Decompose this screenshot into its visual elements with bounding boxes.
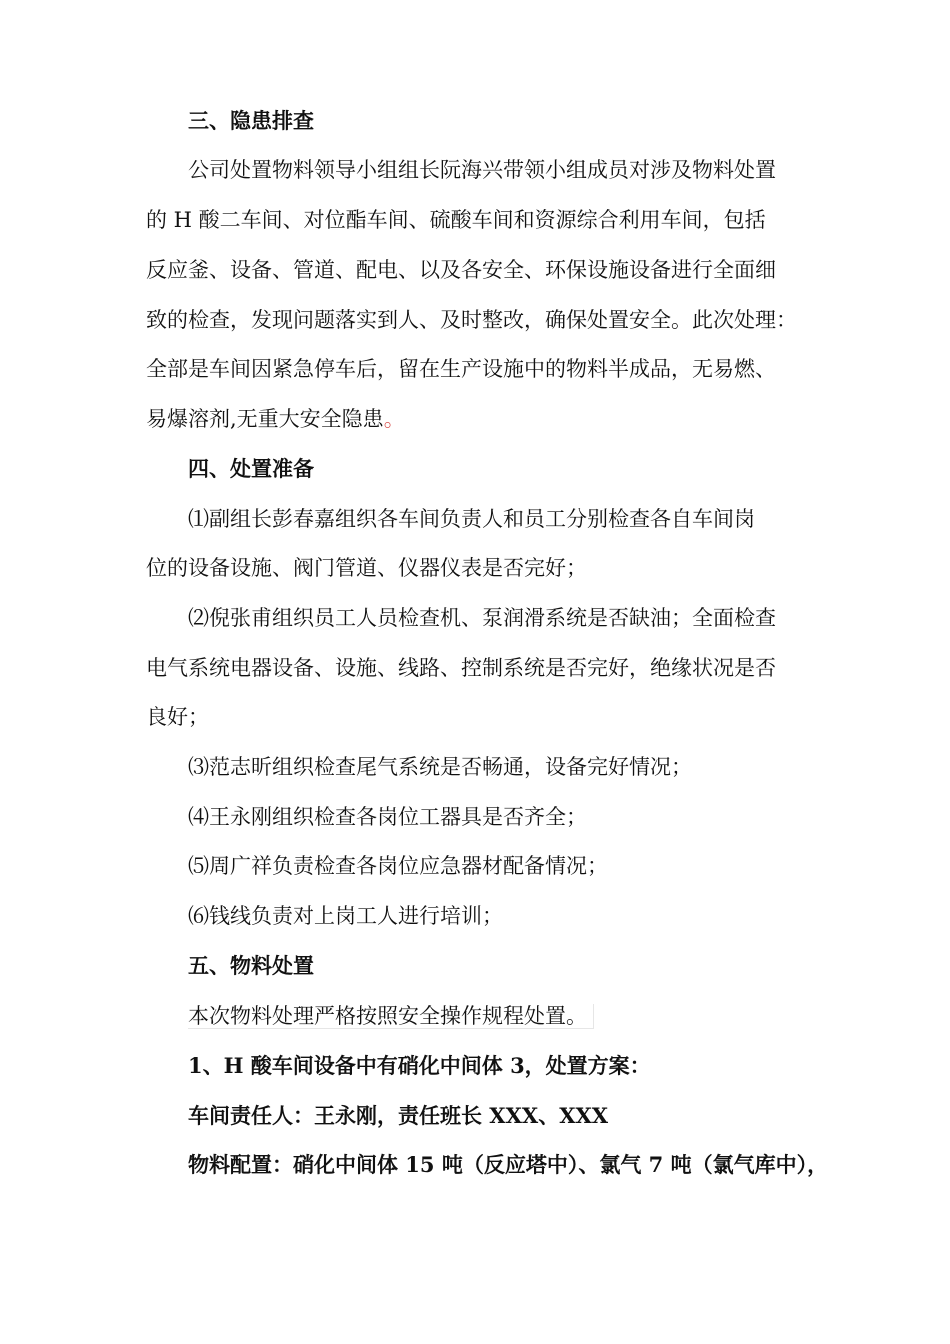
list-item: ⑵倪张甫组织员工人员检查机、泵润滑系统是否缺油；全面检查: [188, 606, 776, 630]
paragraph-line: 全部是车间因紧急停车后，留在生产设施中的物料半成品，无易燃、: [146, 357, 776, 381]
list-item-continuation: 电气系统电器设备、设施、线路、控制系统是否完好，绝缘状况是否: [146, 656, 776, 680]
paragraph-line: [188, 1001, 868, 1031]
subheading-item-1: 1、H 酸车间设备中有硝化中间体 3，处置方案：: [188, 1053, 651, 1078]
intro-text: 本次物料处理严格按照安全操作规程处置。: [188, 1004, 594, 1029]
list-item: ⑷王永刚组织检查各岗位工器具是否齐全；: [188, 805, 587, 829]
paragraph-line: 反应釜、设备、管道、配电、以及各安全、环保设施设备进行全面细: [146, 258, 776, 282]
paragraph-line: 公司处置物料领导小组组长阮海兴带领小组成员对涉及物料处置: [188, 158, 776, 182]
list-item-continuation: 良好；: [146, 705, 209, 729]
red-period-mark: 。: [383, 407, 405, 431]
section-heading-5: 五、物料处置: [188, 953, 314, 978]
list-item: ⑹钱线负责对上岗工人进行培训；: [188, 904, 503, 928]
paragraph-line: 的 H 酸二车间、对位酯车间、硫酸车间和资源综合利用车间，包括: [146, 208, 766, 232]
responsible-line: 车间责任人：王永刚，责任班长 XXX、XXX: [188, 1103, 609, 1128]
materials-line: 物料配置：硝化中间体 15 吨（反应塔中）、氯气 7 吨（氯气库中），: [188, 1152, 829, 1177]
list-item: ⑸周广祥负责检查各岗位应急器材配备情况；: [188, 854, 608, 878]
paragraph-line: 致的检查，发现问题落实到人、及时整改，确保处置安全。此次处理：: [146, 308, 797, 332]
section-heading-4: 四、处置准备: [188, 456, 314, 481]
section-heading-3: 三、隐患排查: [188, 108, 314, 133]
paragraph-line-last: [146, 404, 826, 434]
list-item-continuation: 位的设备设施、阀门管道、仪器仪表是否完好；: [146, 556, 587, 580]
list-item: ⑴副组长彭春嘉组织各车间负责人和员工分别检查各自车间岗: [188, 507, 755, 531]
list-item: ⑶范志昕组织检查尾气系统是否畅通，设备完好情况；: [188, 755, 692, 779]
paragraph-text: 易爆溶剂,无重大安全隐患: [146, 407, 384, 431]
